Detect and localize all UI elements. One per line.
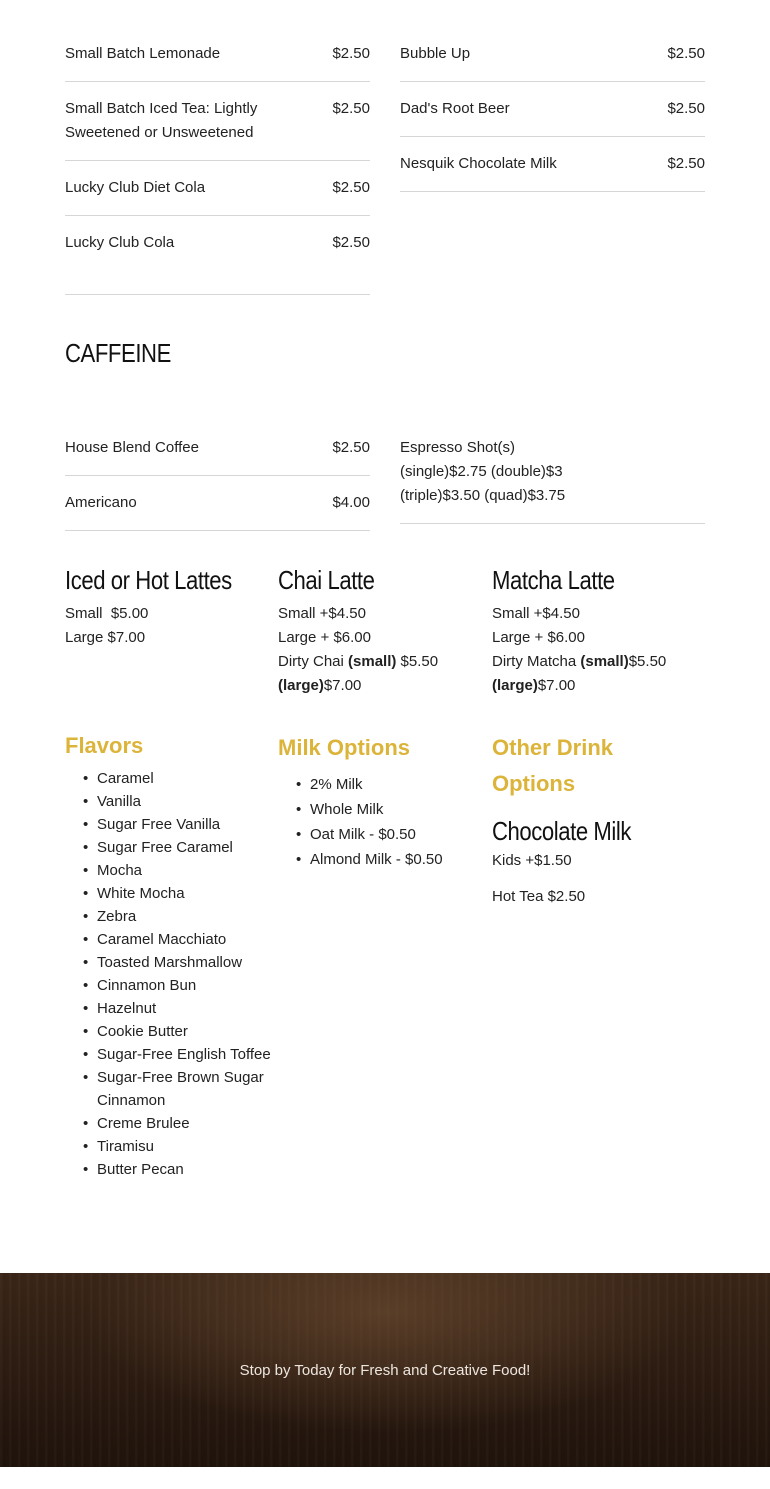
lattes-title: Iced or Hot Lattes <box>65 565 232 595</box>
lattes-small: Small $5.00 <box>65 605 149 622</box>
matcha-title: Matcha Latte <box>492 565 615 595</box>
matcha-large-label: (large) <box>492 677 538 694</box>
menu-item-price: $2.50 <box>332 439 370 456</box>
chai-large-label: (large) <box>278 677 324 694</box>
list-item: • White Mocha <box>65 882 275 905</box>
chai-small-label: (small) <box>348 653 397 670</box>
footer-text: Stop by Today for Fresh and Creative Food! <box>239 1361 531 1379</box>
menu-item-name: House Blend Coffee <box>65 439 199 456</box>
list-item: • Sugar Free Vanilla <box>65 813 275 836</box>
menu-item-price: $2.50 <box>332 234 370 251</box>
menu-item <box>65 161 370 216</box>
milk-section <box>278 730 478 872</box>
menu-item-name: Americano <box>65 494 137 511</box>
milk-heading: Milk Options <box>278 735 410 760</box>
chai-dirty <box>278 650 478 674</box>
list-item: • Sugar-Free English Toffee <box>65 1043 275 1066</box>
list-item: • Almond Milk - $0.50 <box>278 847 478 872</box>
chocolate-milk-kids: Kids +$1.50 <box>492 852 572 869</box>
chai-column <box>278 565 478 698</box>
matcha-dirty-large-price: $7.00 <box>537 677 576 694</box>
drinks-left-column <box>65 42 370 295</box>
caffeine-right-column <box>400 436 705 524</box>
list-item: • Caramel Macchiato <box>65 928 275 951</box>
espresso-shots: Espresso Shot(s) (single)$2.75 (double)$3 (triple)$3.50 (quad)$3.75 <box>400 439 566 504</box>
flavors-list <box>65 767 275 1181</box>
menu-item-name: Small Batch Lemonade <box>65 45 221 62</box>
menu-item-price: $2.50 <box>667 155 705 172</box>
list-item: • Caramel <box>65 767 275 790</box>
list-item: • Cookie Butter <box>65 1020 275 1043</box>
menu-item-name: Dad's Root Beer <box>400 100 510 117</box>
menu-item-price: $2.50 <box>667 100 705 117</box>
list-item: • Hazelnut <box>65 997 275 1020</box>
chocolate-milk-title: Chocolate Milk <box>492 816 631 846</box>
menu-item-name: Lucky Club Diet Cola <box>65 179 206 196</box>
menu-item-price: $2.50 <box>332 45 370 62</box>
lattes-large: Large $7.00 <box>65 629 146 646</box>
caffeine-heading: CAFFEINE <box>65 338 171 368</box>
flavors-section <box>65 728 275 1181</box>
drinks-right-column <box>400 42 705 192</box>
list-item: • Zebra <box>65 905 275 928</box>
menu-item <box>65 82 370 161</box>
other-heading: Other Drink Options <box>492 735 614 796</box>
list-item: • Oat Milk - $0.50 <box>278 822 478 847</box>
list-item: • Whole Milk <box>278 797 478 822</box>
other-section <box>492 730 707 909</box>
menu-item-price: $2.50 <box>667 45 705 62</box>
menu-item-name: Bubble Up <box>400 45 471 62</box>
hot-tea: Hot Tea $2.50 <box>492 888 586 905</box>
matcha-dirty-label: Dirty Matcha <box>492 653 581 670</box>
menu-item <box>400 82 705 137</box>
matcha-column <box>492 565 692 698</box>
menu-item-name: Small Batch Iced Tea: Lightly Sweetened or Unsweetened <box>65 100 258 141</box>
matcha-small: Small +$4.50 <box>492 605 580 622</box>
list-item: • Sugar-Free Brown Sugar Cinnamon <box>65 1066 275 1112</box>
menu-item <box>400 436 705 524</box>
chai-dirty-large <box>278 674 478 698</box>
list-item: • Cinnamon Bun <box>65 974 275 997</box>
menu-item <box>65 42 370 82</box>
chai-small: Small +$4.50 <box>278 605 366 622</box>
milk-list <box>278 772 478 872</box>
chai-title: Chai Latte <box>278 565 375 595</box>
flavors-heading: Flavors <box>65 733 144 758</box>
menu-item-price: $2.50 <box>332 100 370 117</box>
list-item: • Creme Brulee <box>65 1112 275 1135</box>
menu-item <box>400 137 705 192</box>
menu-item <box>65 476 370 531</box>
menu-item-price: $4.00 <box>332 494 370 511</box>
chai-dirty-label: Dirty Chai <box>278 653 349 670</box>
menu-item-price: $2.50 <box>332 179 370 196</box>
chai-large: Large + $6.00 <box>278 629 371 646</box>
matcha-dirty <box>492 650 692 674</box>
list-item: • Butter Pecan <box>65 1158 275 1181</box>
chai-dirty-large-price: $7.00 <box>323 677 362 694</box>
lattes-column <box>65 565 265 650</box>
matcha-large: Large + $6.00 <box>492 629 585 646</box>
footer-banner <box>0 1273 770 1467</box>
list-item: • 2% Milk <box>278 772 478 797</box>
list-item: • Vanilla <box>65 790 275 813</box>
matcha-dirty-large <box>492 674 692 698</box>
menu-item-name: Nesquik Chocolate Milk <box>400 155 557 172</box>
caffeine-left-column <box>65 436 370 531</box>
chai-dirty-small-price: $5.50 <box>396 653 439 670</box>
menu-item <box>65 216 370 295</box>
menu-item <box>65 436 370 476</box>
matcha-small-label: (small) <box>580 653 629 670</box>
list-item: • Tiramisu <box>65 1135 275 1158</box>
list-item: • Sugar Free Caramel <box>65 836 275 859</box>
list-item: • Mocha <box>65 859 275 882</box>
menu-item-name: Lucky Club Cola <box>65 234 175 251</box>
matcha-dirty-small-price: $5.50 <box>628 653 667 670</box>
list-item: • Toasted Marshmallow <box>65 951 275 974</box>
menu-item <box>400 42 705 82</box>
